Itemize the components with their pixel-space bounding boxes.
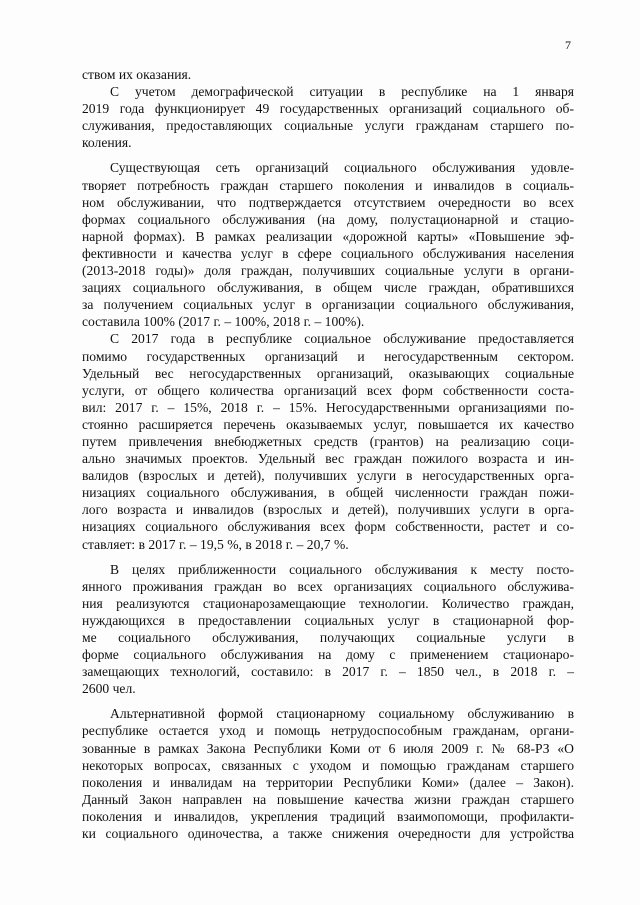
text-line: поколения и инвалидов, укрепления традиций взаимопомощи, профилакти- (82, 808, 574, 824)
text-line: Существующая сеть организаций социального обслуживания удовле- (110, 160, 574, 176)
text-line: за получением социальных услуг в организации социального обслуживания, (82, 297, 574, 313)
text-line: формах социального обслуживания (на дому, полустационарной и стацио- (82, 211, 574, 227)
text-line: поколения и инвалидам на территории Республики Коми» (далее – Закон). (82, 774, 574, 790)
body-text (82, 66, 574, 842)
text-line: ния реализуются стационарозамещающие технологии. Количество граждан, (82, 595, 574, 611)
text-line: ально значимых проектов. Удельный вес граждан пожилого возраста и ин- (82, 451, 574, 467)
text-line: ки социального одиночества, а также снижения очередности для устройства (82, 826, 574, 842)
text-line: С 2017 года в республике социальное обслуживание предоставляется (110, 331, 574, 347)
text-line: Удельный вес негосударственных организаций, оказывающих социальные (82, 365, 574, 381)
text-line: низациях социального обслуживания всех форм собственности, растет и со- (82, 519, 574, 535)
text-line: нарной формах). В рамках реализации «дорожной карты» «Повышение эф- (82, 228, 574, 244)
text-line: служивания, предоставляющих социальные услуги гражданам старшего по- (82, 118, 574, 134)
text-line: республике остается уход и помощь нетрудоспособным гражданам, органи- (82, 723, 574, 739)
paragraph (82, 66, 574, 83)
paragraph (82, 561, 574, 698)
text-line: ством их оказания. (82, 67, 192, 82)
text-line: 2600 чел. (82, 681, 136, 697)
text-line: ставляет: в 2017 г. – 19,5 %, в 2018 г. – 20,7 %. (82, 536, 349, 552)
text-line: услуги, от общего количества организаций всех форм собственности соста- (82, 382, 574, 398)
text-line: стоянно расширяется перечень оказываемых услуг, повышается их качество (82, 416, 574, 432)
text-line: Данный Закон направлен на повышение качества жизни граждан старшего (82, 791, 574, 807)
text-line: составила 100% (2017 г. – 100%, 2018 г. – 100%). (82, 314, 365, 330)
page-number: 7 (565, 38, 571, 52)
text-line: зациях социального обслуживания, в общем числе граждан, обратившихся (82, 280, 574, 296)
paragraph (82, 330, 574, 552)
text-line: замещающих технологий, составило: в 2017 г. – 1850 чел., в 2018 г. – (82, 664, 574, 680)
text-line: коления. (82, 135, 132, 151)
text-line: В целях приближенности социального обслуживания к месту посто- (110, 561, 574, 577)
text-line: ном обслуживании, что подтверждается отсутствием очередности во всех (82, 194, 574, 210)
text-line: лого возраста и инвалидов (взрослых и детей), получивших услуги в орга- (82, 502, 574, 518)
text-line: форме социального обслуживания на дому с применением стационаро- (82, 647, 574, 663)
paragraph (82, 159, 574, 330)
text-line: валидов (взрослых и детей), получивших услуги в негосударственных орга- (82, 468, 574, 484)
text-line: 2019 года функционирует 49 государственных организаций социального об- (82, 101, 574, 117)
text-line: (2013-2018 годы)» доля граждан, получивших социальные услуги в органи- (82, 263, 574, 279)
text-line: вил: 2017 г. – 15%, 2018 г. – 15%. Негосударственными организациями по- (82, 399, 574, 415)
text-line: янного проживания граждан во всех организациях социального обслужива- (82, 578, 574, 594)
text-line: С учетом демографической ситуации в республике на 1 января (110, 84, 574, 100)
text-line: зованные в рамках Закона Республики Коми от 6 июля 2009 г. № 68-РЗ «О (82, 740, 574, 756)
text-line: ме социального обслуживания, получающих социальные услуги в (82, 630, 574, 645)
text-line: некоторых вопросах, связанных с уходом и помощью гражданам старшего (82, 757, 574, 773)
text-line: нуждающихся в предоставлении социальных услуг в стационарной фор- (82, 612, 574, 628)
text-line: низациях социального обслуживания, в общей численности граждан пожи- (82, 485, 574, 501)
text-line: творяет потребность граждан старшего поколения и инвалидов в социаль- (82, 177, 574, 193)
text-line: фективности и качества услуг в сфере социального обслуживания населения (82, 245, 574, 261)
text-line: путем привлечения внебюджетных средств (грантов) на реализацию соци- (82, 433, 574, 449)
paragraph (82, 83, 574, 151)
text-line: помимо государственных организаций и негосударственным сектором. (82, 348, 574, 364)
text-line: Альтернативной формой стационарному социальному обслуживанию в (110, 706, 574, 722)
paragraph (82, 705, 574, 842)
